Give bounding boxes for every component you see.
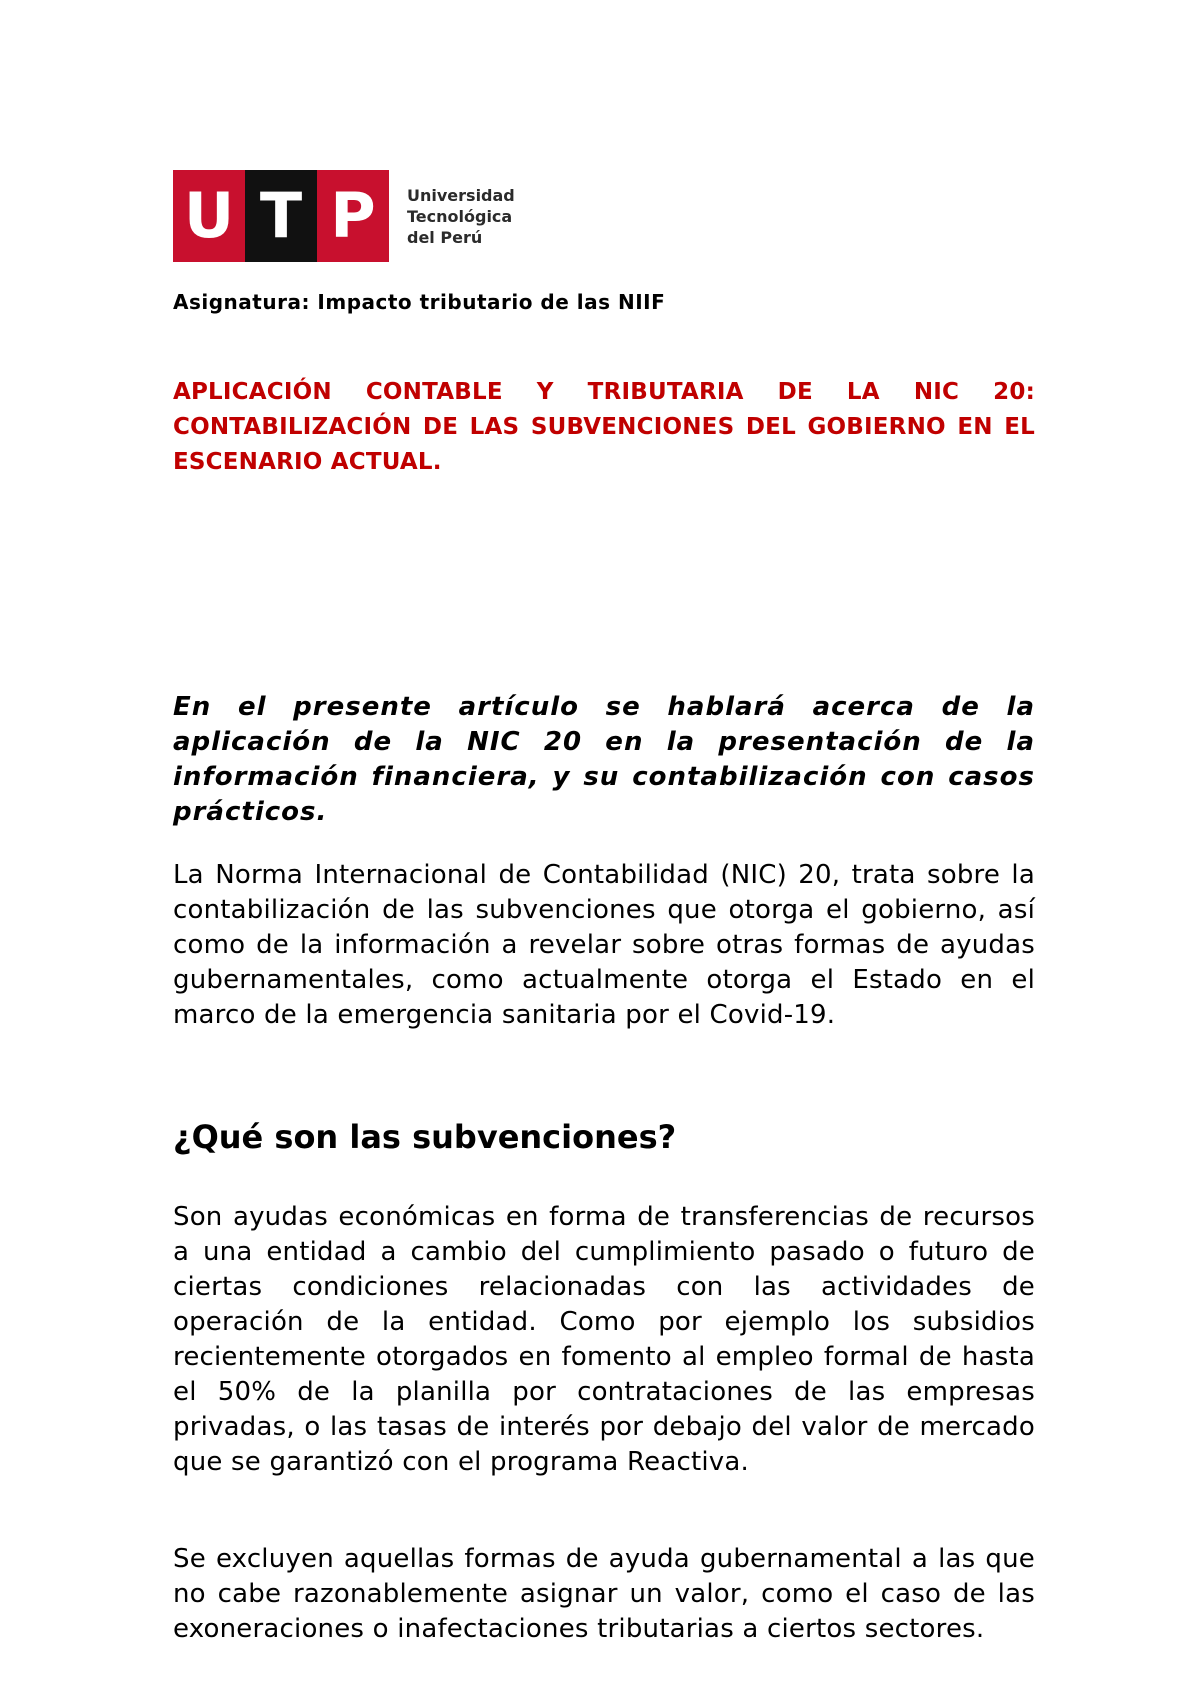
logo-letter-p: P [317,170,389,262]
section-heading: ¿Qué son las subvenciones? [173,1118,677,1156]
document-page [173,170,1035,1644]
logo-name-line-1: Universidad [407,185,515,205]
logo-university-name [407,170,515,262]
logo-letter-u: U [173,170,245,262]
body-paragraph-1: La Norma Internacional de Contabilidad (NIC) 20, trata sobre la contabilización de las subvenciones que otorga el gobierno, así como de la información a revelar sobre otras formas de ayudas gubernamentales, como actualmente otorga el Estado en el marco de la emergencia sanitaria por el Covid-19. [173,860,1035,1030]
body-paragraph-2: Son ayudas económicas en forma de transferencias de recursos a una entidad a cambio del cumplimiento pasado o futuro de ciertas condiciones relacionadas con las actividades de operación de la entidad. Como por ejemplo los subsidios recientemente otorgados en fomento al empleo formal de hasta el 50% de la planilla por contrataciones de las empresas privadas, o las tasas de interés por debajo del valor de mercado que se garantizó con el programa Reactiva. [173,1202,1035,1477]
lead-paragraph: En el presente artículo se hablará acerca de la aplicación de la NIC 20 en la presentación de la información financiera, y su contabilización con casos prácticos. [173,692,1035,827]
logo-letter-t: T [245,170,317,262]
subject-line: Asignatura: Impacto tributario de las NIIF [173,290,666,314]
logo-name-line-2: Tecnológica [407,206,513,226]
utp-logo [173,170,1035,262]
body-paragraph-3: Se excluyen aquellas formas de ayuda gubernamental a las que no cabe razonablemente asignar un valor, como el caso de las exoneraciones o inafectaciones tributarias a ciertos sectores. [173,1544,1035,1644]
logo-name-line-3: del Perú [407,227,483,247]
document-title: APLICACIÓN CONTABLE Y TRIBUTARIA DE LA NIC 20: CONTABILIZACIÓN DE LAS SUBVENCIONES DEL GOBIERNO EN EL ESCENARIO ACTUAL. [173,379,1035,475]
